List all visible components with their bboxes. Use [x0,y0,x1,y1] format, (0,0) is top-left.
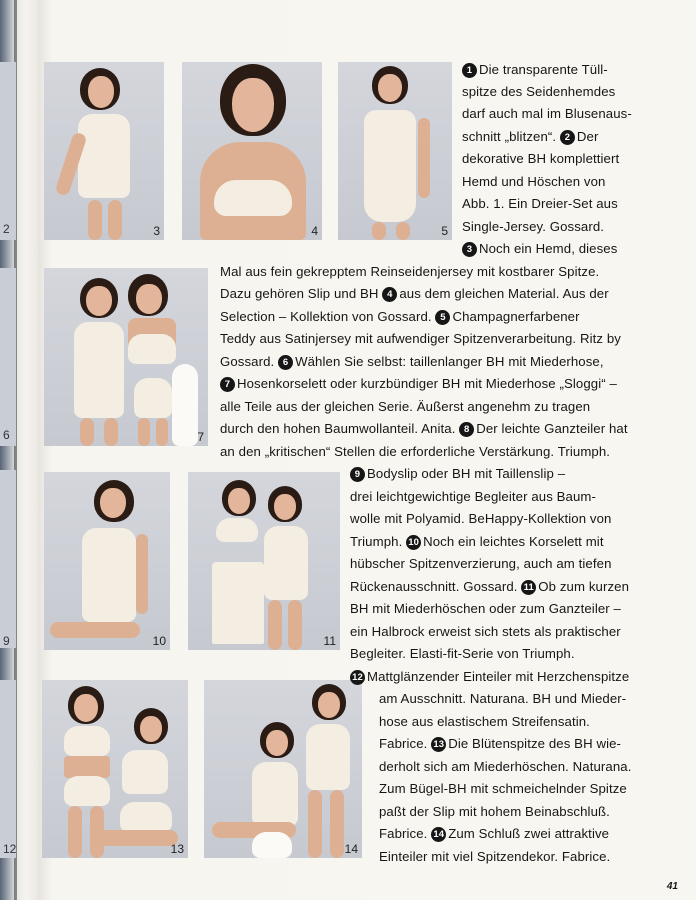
caption-line: Dazu gehören Slip und BH 4 aus dem gleichen Material. Aus der [220,286,609,301]
caption-line: Single-Jersey. Gossard. [462,219,605,234]
caption-number-badge: 5 [435,310,450,325]
caption-line: Hemd und Höschen von [462,174,606,189]
caption-line: Einteiler mit viel Spitzendekor. Fabrice. [379,849,611,864]
photo-number: 7 [197,430,204,444]
caption-line: derholt sich am Miederhöschen. Naturana. [379,759,632,774]
edge-photo [0,268,16,446]
caption-line: alle Teile aus der gleichen Serie. Äußerst angenehm zu tragen [220,399,591,414]
edge-photo [0,680,16,858]
caption-line: BH mit Miederhöschen oder zum Ganzteiler – [350,601,621,616]
photo-10 [44,472,170,650]
caption-number-badge: 10 [406,535,421,550]
caption-line: paßt der Slip mit hohem Beinabschluß. [379,804,610,819]
caption-line: wolle mit Polyamid. BeHappy-Kollektion von [350,511,612,526]
photo-number: 13 [170,842,184,856]
caption-line: 9 Bodyslip oder BH mit Taillenslip – [350,463,565,486]
caption-line: Abb. 1. Ein Dreier-Set aus [462,196,618,211]
photo-4 [182,62,322,240]
photo-14 [204,680,362,858]
caption-line: Gossard. 6 Wählen Sie selbst: taillenlanger BH mit Miederhose, [220,354,604,369]
caption-line: Fabrice. 13 Die Blütenspitze des BH wie- [379,736,622,751]
caption-line: Rückenausschnitt. Gossard. 11 Ob zum kurzen [350,579,630,594]
caption-line: 1 Die transparente Tüll- [462,59,608,82]
photo-number: 10 [152,634,166,648]
caption-line: hose aus elastischem Streifensatin. [379,714,590,729]
caption-number-badge: 6 [278,355,293,370]
photo-7 [44,268,208,446]
caption-number-badge: 11 [521,580,536,595]
page-number: 41 [666,881,678,892]
caption-line: Selection – Kollektion von Gossard. 5 Champagnerfarbener [220,309,580,324]
caption-line: ein Halbrock erweist sich stets als praktischer [350,624,621,639]
caption-line: darf auch mal im Blusenaus- [462,106,632,121]
edge-photo-number: 12 [3,842,17,856]
caption-line: Begleiter. Elasti-fit-Serie von Triumph. [350,646,575,661]
photo-3 [44,62,164,240]
caption-line: 7 Hosenkorselett oder kurzbündiger BH mit Miederhose „Sloggi“ – [220,373,617,396]
caption-number-badge: 1 [462,63,477,78]
photo-number: 4 [311,224,318,238]
edge-photo [0,470,16,648]
caption-line: 3 Noch ein Hemd, dieses [462,238,617,261]
photo-number: 3 [153,224,160,238]
caption-line: drei leichtgewichtige Begleiter aus Baum- [350,489,596,504]
edge-photo-number: 6 [3,428,10,442]
photo-5 [338,62,452,240]
caption-line: Mal aus fein gekrepptem Reinseidenjersey mit kostbarer Spitze. [220,264,600,279]
caption-number-badge: 12 [350,670,365,685]
magazine-page [38,0,696,900]
caption-number-badge: 2 [560,130,575,145]
photo-number: 14 [344,842,358,856]
caption-number-badge: 14 [431,827,446,842]
photo-11 [188,472,340,650]
caption-line: Triumph. 10 Noch ein leichtes Korselett mit [350,534,604,549]
caption-number-badge: 3 [462,242,477,257]
caption-line: am Ausschnitt. Naturana. BH und Mieder- [379,691,627,706]
caption-line: durch den hohen Baumwollanteil. Anita. 8 Der leichte Ganzteiler hat [220,421,628,436]
caption-line: Teddy aus Satinjersey mit aufwendiger Spitzenverarbeitung. Ritz by [220,331,621,346]
photo-number: 11 [323,634,336,648]
caption-line: hübscher Spitzenverzierung, auch am tiefen [350,556,612,571]
caption-line: schnitt „blitzen“. 2 Der [462,129,599,144]
edge-photo-number: 9 [3,634,10,648]
caption-number-badge: 8 [459,422,474,437]
caption-line: dekorative BH komplettiert [462,151,620,166]
caption-number-badge: 7 [220,377,235,392]
caption-number-badge: 4 [382,287,397,302]
edge-photo [0,62,16,240]
caption-number-badge: 13 [431,737,446,752]
caption-number-badge: 9 [350,467,365,482]
caption-line: spitze des Seidenhemdes [462,84,616,99]
caption-line: 12 Mattglänzender Einteiler mit Herzchenspitze [350,666,629,689]
caption-line: Fabrice. 14 Zum Schluß zwei attraktive [379,826,610,841]
caption-line: Zum Bügel-BH mit schmeichelnder Spitze [379,781,627,796]
edge-photo-number: 2 [3,222,10,236]
caption-line: an den „kritischen“ Stellen die erforderliche Verstärkung. Triumph. [220,444,611,459]
photo-13 [42,680,188,858]
photo-number: 5 [441,224,448,238]
